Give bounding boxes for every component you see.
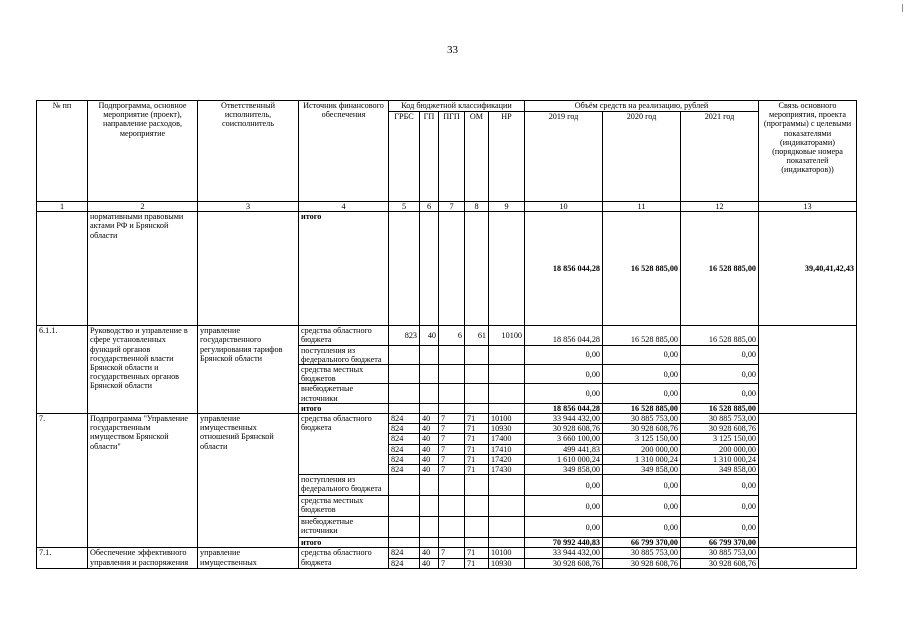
value-2020: 0,00 bbox=[603, 475, 681, 496]
value-2020: 30 885 753,00 bbox=[603, 414, 681, 424]
colnum: 1 bbox=[37, 202, 88, 212]
value-2020: 0,00 bbox=[603, 496, 681, 517]
page-number: 33 bbox=[447, 44, 458, 56]
header-bcc: Код бюджетной классификации bbox=[389, 101, 525, 112]
indicator-link: 39,40,41,42,43 bbox=[759, 212, 857, 326]
indicator-link bbox=[759, 414, 857, 548]
total-2021: 66 799 370,00 bbox=[681, 538, 759, 548]
value-2019: 499 441,83 bbox=[525, 444, 603, 454]
row-source: итого bbox=[299, 538, 389, 548]
value-2020: 0,00 bbox=[603, 365, 681, 384]
value-2019: 33 944 432,00 bbox=[525, 414, 603, 424]
empty-cell bbox=[420, 496, 439, 517]
code-np: 17400 bbox=[489, 434, 525, 444]
row-number: 7.1. bbox=[37, 548, 88, 568]
value-2019: 0,00 bbox=[525, 517, 603, 538]
value-2019: 0,00 bbox=[525, 384, 603, 403]
row-source: итого bbox=[299, 403, 389, 413]
row-source: внебюджетные источники bbox=[299, 384, 389, 403]
empty-cell bbox=[389, 517, 420, 538]
code-grbs: 824 bbox=[389, 558, 420, 568]
value-2021: 0,00 bbox=[681, 496, 759, 517]
empty-cell bbox=[465, 517, 489, 538]
code-om: 71 bbox=[465, 558, 489, 568]
empty-cell bbox=[420, 538, 439, 548]
code-om: 71 bbox=[465, 424, 489, 434]
code-om: 71 bbox=[465, 434, 489, 444]
code-grbs: 824 bbox=[389, 454, 420, 464]
header-om: ОМ bbox=[465, 112, 489, 202]
code-pgp: 7 bbox=[439, 548, 465, 558]
colnum: 4 bbox=[299, 202, 389, 212]
row-executor bbox=[198, 212, 299, 326]
value-2021: 16 528 885,00 bbox=[681, 326, 759, 345]
code-np: 10930 bbox=[489, 558, 525, 568]
code-pgp: 7 bbox=[439, 424, 465, 434]
empty-cell bbox=[489, 517, 525, 538]
empty-cell bbox=[389, 496, 420, 517]
header-source: Источник финансового обеспечения bbox=[299, 101, 389, 202]
total-2020: 66 799 370,00 bbox=[603, 538, 681, 548]
empty-cell bbox=[465, 538, 489, 548]
value-2021: 0,00 bbox=[681, 517, 759, 538]
header-pgp: ПГП bbox=[439, 112, 465, 202]
empty-cell bbox=[439, 475, 465, 496]
code-pgp: 6 bbox=[439, 326, 465, 345]
header-2020: 2020 год bbox=[603, 112, 681, 202]
table-row bbox=[37, 212, 857, 326]
row-number: 6.1.1. bbox=[37, 326, 88, 414]
value-2019: 18 856 044,28 bbox=[525, 212, 603, 326]
scan-edge-mark bbox=[902, 4, 903, 12]
code-pgp: 7 bbox=[439, 414, 465, 424]
row-source: поступления из федерального бюджета bbox=[299, 345, 389, 364]
empty-cell bbox=[489, 538, 525, 548]
code-np: 17420 bbox=[489, 454, 525, 464]
row-executor: управление имущественных отношений Брянской области bbox=[198, 414, 299, 548]
value-2019: 30 928 608,76 bbox=[525, 558, 603, 568]
total-2019: 70 992 440,83 bbox=[525, 538, 603, 548]
value-2019: 33 944 432,00 bbox=[525, 548, 603, 558]
total-2021: 16 528 885,00 bbox=[681, 403, 759, 413]
colnum: 13 bbox=[759, 202, 857, 212]
code-gp: 40 bbox=[420, 414, 439, 424]
code-om: 71 bbox=[465, 414, 489, 424]
row-executor: управление имущественных bbox=[198, 548, 299, 568]
code-gp: 40 bbox=[420, 434, 439, 444]
code-grbs: 824 bbox=[389, 414, 420, 424]
header-2021: 2021 год bbox=[681, 112, 759, 202]
table-row bbox=[37, 326, 857, 345]
header-executor: Ответственный исполнитель, соисполнитель bbox=[198, 101, 299, 202]
column-number-row bbox=[37, 202, 857, 212]
code-gp: 40 bbox=[420, 465, 439, 475]
empty-cell bbox=[439, 496, 465, 517]
header-2019: 2019 год bbox=[525, 112, 603, 202]
value-2021: 3 125 150,00 bbox=[681, 434, 759, 444]
colnum: 11 bbox=[603, 202, 681, 212]
colnum: 3 bbox=[198, 202, 299, 212]
header-volume: Объём средств на реализацию, рублей bbox=[525, 101, 759, 112]
value-2020: 0,00 bbox=[603, 345, 681, 364]
total-2020: 16 528 885,00 bbox=[603, 403, 681, 413]
colnum: 10 bbox=[525, 202, 603, 212]
code-om: 71 bbox=[465, 444, 489, 454]
header-np: НР bbox=[489, 112, 525, 202]
row-name: нормативными правовыми актами РФ и Брянской области bbox=[88, 212, 198, 326]
indicator-link bbox=[759, 326, 857, 414]
value-2019: 0,00 bbox=[525, 475, 603, 496]
colnum: 2 bbox=[88, 202, 198, 212]
code-pgp: 7 bbox=[439, 434, 465, 444]
code-np: 10930 bbox=[489, 424, 525, 434]
value-2021: 30 928 608,76 bbox=[681, 424, 759, 434]
header-grbs: ГРБС bbox=[389, 112, 420, 202]
code-om: 71 bbox=[465, 454, 489, 464]
empty-cell bbox=[439, 538, 465, 548]
value-2019: 349 858,00 bbox=[525, 465, 603, 475]
value-2020: 30 928 608,76 bbox=[603, 424, 681, 434]
value-2020: 3 125 150,00 bbox=[603, 434, 681, 444]
row-name: Руководство и управление в сфере установленных функций органов государственной власти Брянской области и государственных органов Брянской области bbox=[88, 326, 198, 414]
table-row bbox=[37, 548, 857, 558]
code-grbs: 824 bbox=[389, 434, 420, 444]
empty-cell bbox=[489, 496, 525, 517]
code-gp: 40 bbox=[420, 444, 439, 454]
value-2021: 0,00 bbox=[681, 384, 759, 403]
total-2019: 18 856 044,28 bbox=[525, 403, 603, 413]
table-row bbox=[37, 414, 857, 424]
row-source: средства местных бюджетов bbox=[299, 496, 389, 517]
code-pgp: 7 bbox=[439, 454, 465, 464]
value-2020: 0,00 bbox=[603, 384, 681, 403]
code-np: 17410 bbox=[489, 444, 525, 454]
value-2019: 0,00 bbox=[525, 365, 603, 384]
value-2020: 349 858,00 bbox=[603, 465, 681, 475]
code-grbs: 824 bbox=[389, 424, 420, 434]
header-gp: ГП bbox=[420, 112, 439, 202]
code-gp: 40 bbox=[420, 558, 439, 568]
empty-cell bbox=[489, 475, 525, 496]
colnum: 5 bbox=[389, 202, 420, 212]
header-link: Связь основного мероприятия, проекта (программы) с целевыми показателями (индикаторами) (порядковые номера показателей (индикаторов)) bbox=[759, 101, 857, 202]
colnum: 12 bbox=[681, 202, 759, 212]
colnum: 9 bbox=[489, 202, 525, 212]
code-grbs: 824 bbox=[389, 465, 420, 475]
row-source: внебюджетные источники bbox=[299, 517, 389, 538]
code-grbs: 824 bbox=[389, 444, 420, 454]
code-np: 17430 bbox=[489, 465, 525, 475]
colnum: 6 bbox=[420, 202, 439, 212]
value-2020: 16 528 885,00 bbox=[603, 212, 681, 326]
colnum: 8 bbox=[465, 202, 489, 212]
value-2020: 200 000,00 bbox=[603, 444, 681, 454]
code-gp: 40 bbox=[420, 326, 439, 345]
code-gp: 40 bbox=[420, 454, 439, 464]
value-2021: 0,00 bbox=[681, 345, 759, 364]
value-2021: 349 858,00 bbox=[681, 465, 759, 475]
value-2021: 1 310 000,24 bbox=[681, 454, 759, 464]
row-source: средства местных бюджетов bbox=[299, 365, 389, 384]
header-row bbox=[37, 101, 857, 112]
empty-cell bbox=[465, 496, 489, 517]
value-2020: 16 528 885,00 bbox=[603, 326, 681, 345]
value-2020: 1 310 000,24 bbox=[603, 454, 681, 464]
code-np: 10100 bbox=[489, 326, 525, 345]
value-2019: 1 610 000,24 bbox=[525, 454, 603, 464]
code-grbs: 823 bbox=[389, 326, 420, 345]
row-source: средства областного бюджета bbox=[299, 326, 389, 345]
value-2021: 200 000,00 bbox=[681, 444, 759, 454]
value-2021: 30 885 753,00 bbox=[681, 414, 759, 424]
header-subprogram: Подпрограмма, основное мероприятие (проект), направление расходов, мероприятие bbox=[88, 101, 198, 202]
value-2019: 18 856 044,28 bbox=[525, 326, 603, 345]
header-no: № пп bbox=[37, 101, 88, 202]
row-number bbox=[37, 212, 88, 326]
row-source: средства областного бюджета bbox=[299, 414, 389, 475]
value-2019: 0,00 bbox=[525, 345, 603, 364]
indicator-link bbox=[759, 548, 857, 568]
row-number: 7. bbox=[37, 414, 88, 548]
code-grbs: 824 bbox=[389, 548, 420, 558]
code-om: 61 bbox=[465, 326, 489, 345]
value-2021: 16 528 885,00 bbox=[681, 212, 759, 326]
budget-table bbox=[36, 100, 857, 569]
row-name: Обеспечение эффективного управления и распоряжения bbox=[88, 548, 198, 568]
row-source: поступления из федерального бюджета bbox=[299, 475, 389, 496]
value-2019: 0,00 bbox=[525, 496, 603, 517]
value-2021: 0,00 bbox=[681, 365, 759, 384]
row-source: средства областного бюджета bbox=[299, 548, 389, 568]
row-name: Подпрограмма "Управление государственным имуществом Брянской области" bbox=[88, 414, 198, 548]
value-2021: 30 885 753,00 bbox=[681, 548, 759, 558]
code-np: 10100 bbox=[489, 414, 525, 424]
empty-cell bbox=[420, 475, 439, 496]
code-np: 10100 bbox=[489, 548, 525, 558]
value-2020: 30 928 608,76 bbox=[603, 558, 681, 568]
row-source: итого bbox=[299, 212, 389, 326]
value-2020: 0,00 bbox=[603, 517, 681, 538]
empty-cell bbox=[465, 475, 489, 496]
code-om: 71 bbox=[465, 465, 489, 475]
value-2021: 0,00 bbox=[681, 475, 759, 496]
code-om: 71 bbox=[465, 548, 489, 558]
colnum: 7 bbox=[439, 202, 465, 212]
value-2020: 30 885 753,00 bbox=[603, 548, 681, 558]
empty-cell bbox=[420, 517, 439, 538]
code-gp: 40 bbox=[420, 424, 439, 434]
empty-cell bbox=[439, 517, 465, 538]
empty-cell bbox=[389, 475, 420, 496]
code-pgp: 7 bbox=[439, 444, 465, 454]
value-2021: 30 928 608,76 bbox=[681, 558, 759, 568]
code-pgp: 7 bbox=[439, 465, 465, 475]
code-pgp: 7 bbox=[439, 558, 465, 568]
code-gp: 40 bbox=[420, 548, 439, 558]
row-executor: управление государственного регулирования тарифов Брянской области bbox=[198, 326, 299, 414]
value-2019: 3 660 100,00 bbox=[525, 434, 603, 444]
empty-cell bbox=[389, 538, 420, 548]
value-2019: 30 928 608,76 bbox=[525, 424, 603, 434]
